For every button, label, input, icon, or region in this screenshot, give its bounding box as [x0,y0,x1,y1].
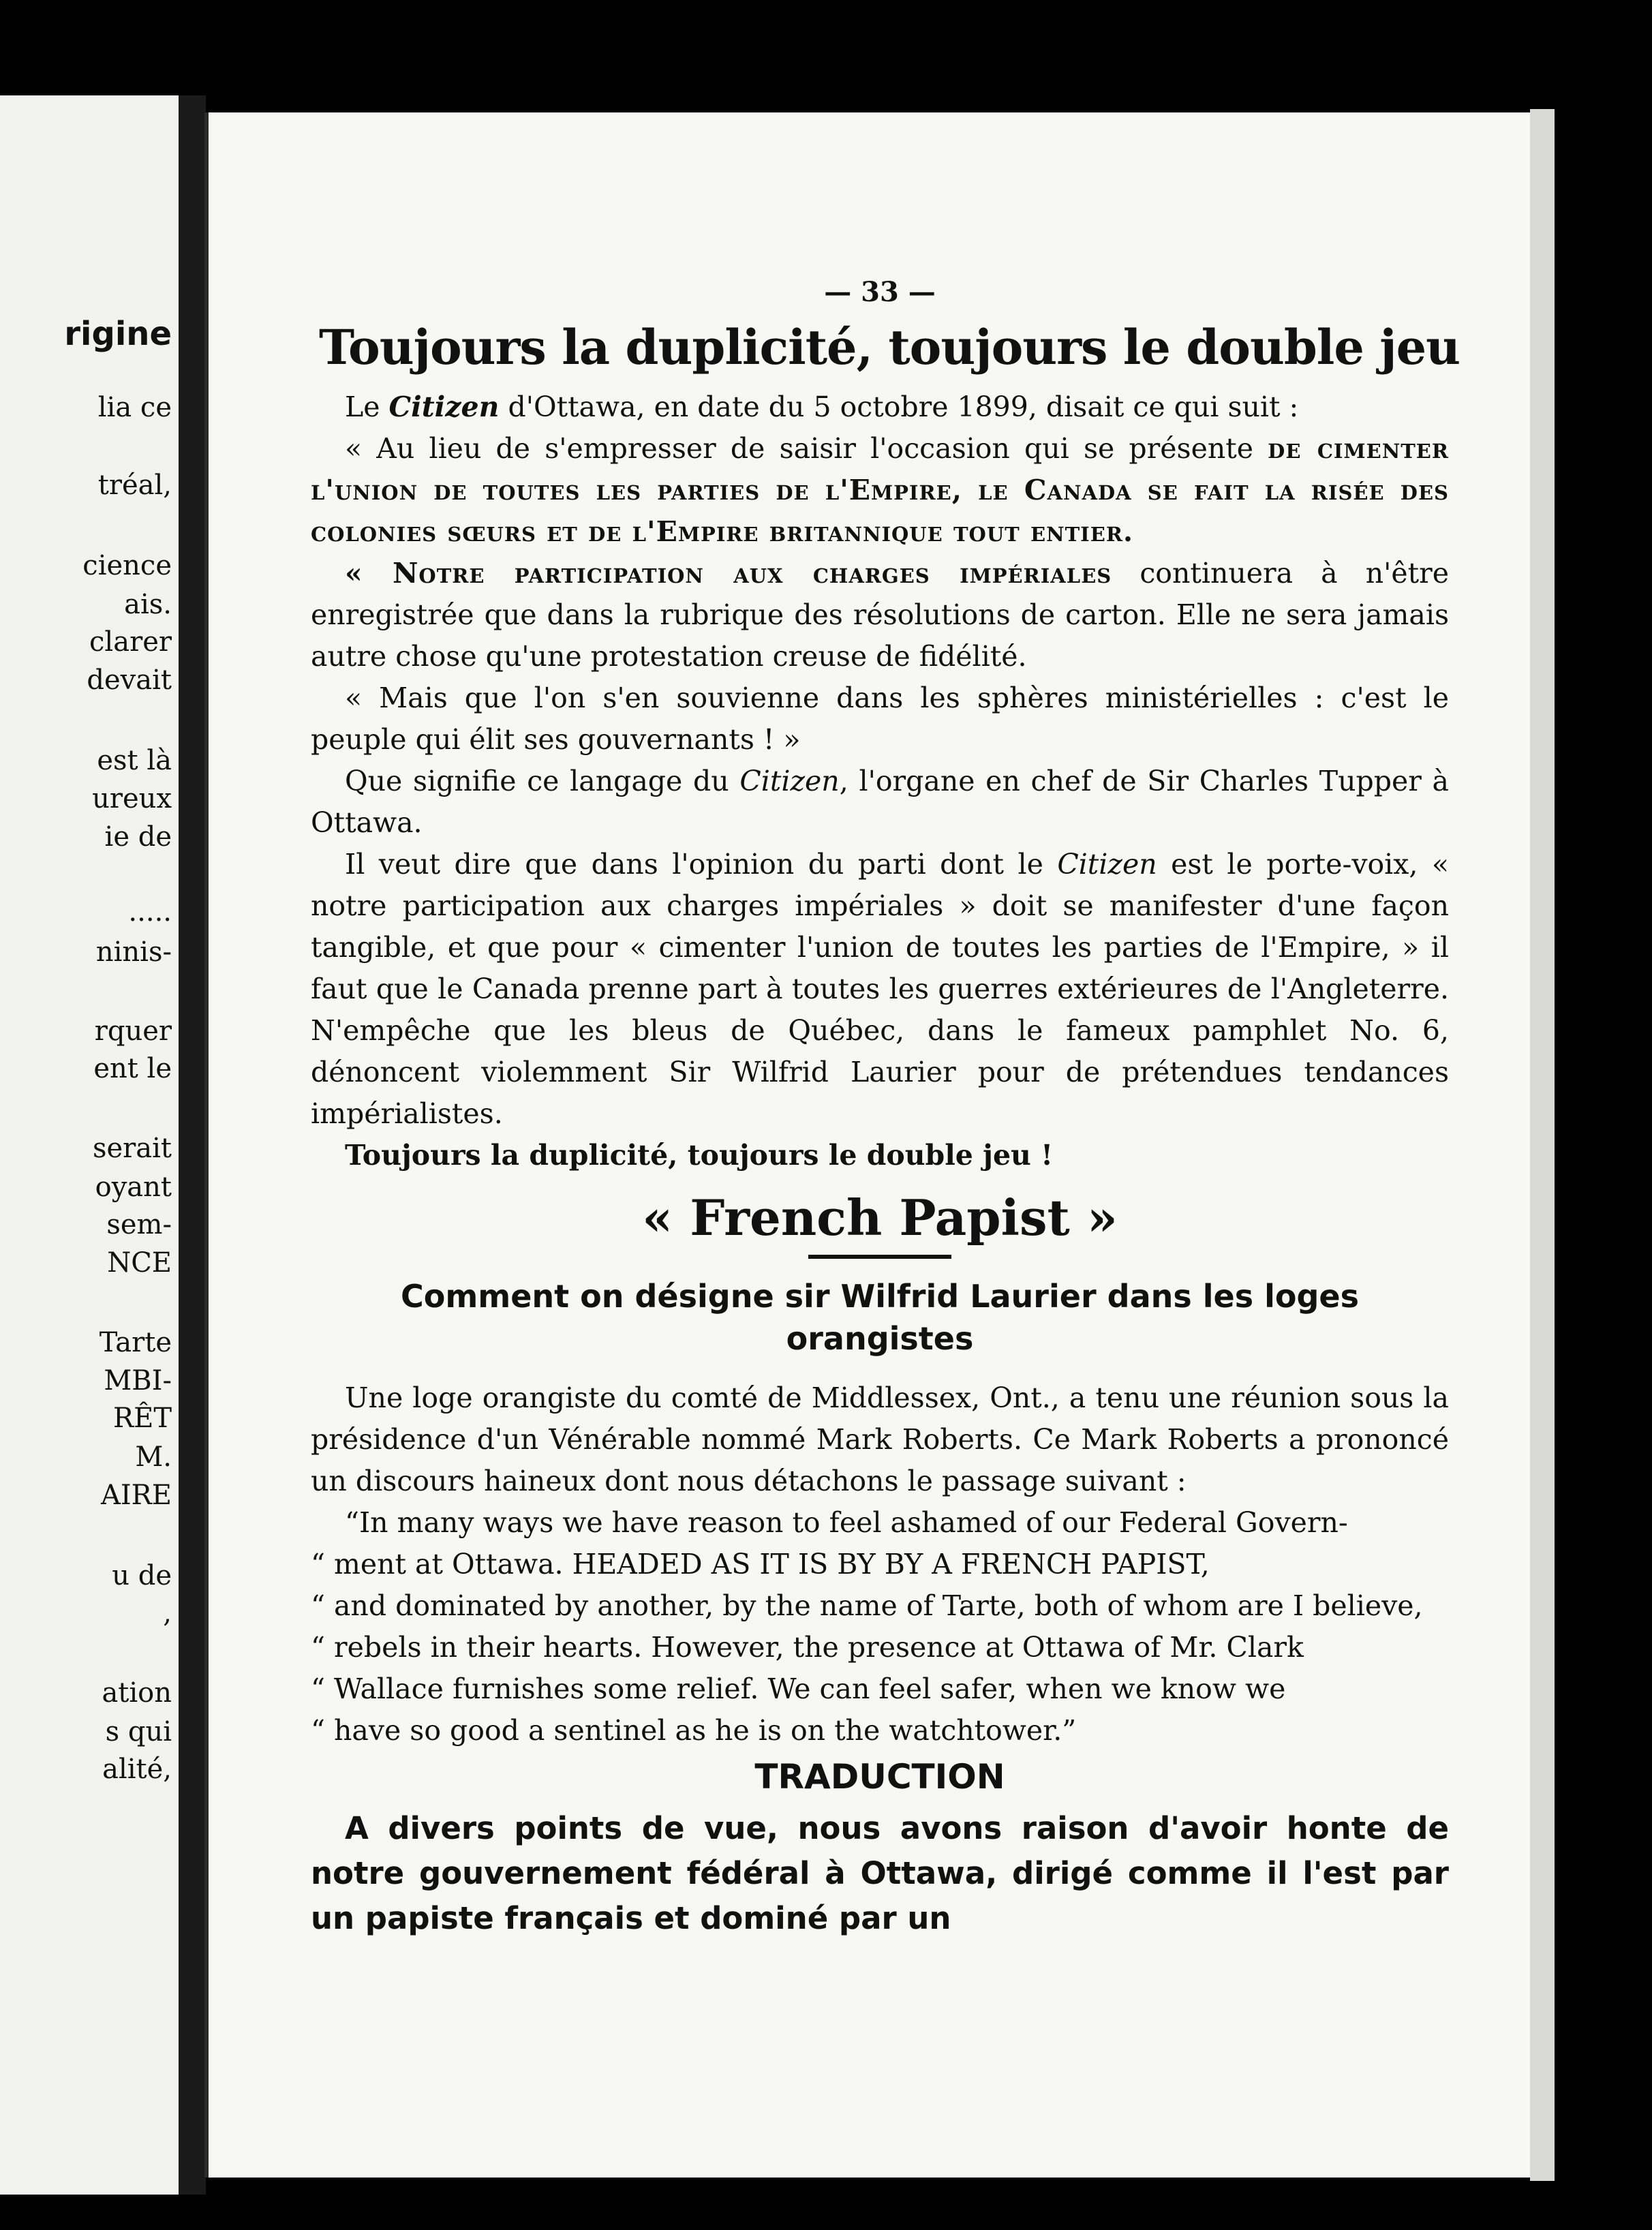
page-number: — 33 — [824,276,936,308]
left-page-text: RÊT [113,1403,172,1434]
quote-1 [311,428,1449,553]
left-page-text: alité, [102,1754,172,1785]
left-page-text: ..... [128,896,172,928]
english-quote [311,1502,1449,1752]
paragraph-2 [311,844,1449,1135]
quote-2 [311,553,1449,677]
left-page-text: M. [135,1441,172,1473]
heading-french-papist: « French Papist » [642,1189,1118,1247]
left-page-text: ie de [104,821,172,853]
paragraph-1 [311,761,1449,844]
para-2-a: Il veut dire que dans l'opinion du parti dont le [345,848,1058,881]
left-page-text: lia ce [97,392,172,423]
intro-prefix: Le [345,391,389,423]
english-quote-line: “ and dominated by another, by the name of Tarte, both of whom are I believe, [311,1589,1423,1622]
citizen-name: Citizen [739,765,840,797]
traduction-heading: TRADUCTION [754,1757,1005,1797]
page-33 [204,112,1530,2178]
left-page-text: oyant [95,1172,172,1203]
quote-3: « Mais que l'on s'en souvienne dans les sphères ministérielles : c'est le peuple qui élit ses gouvernants ! » [311,682,1449,756]
english-quote-line: “In many ways we have reason to feel ashamed of our Federal Govern- [345,1506,1348,1539]
english-quote-line: “ have so good a sentinel as he is on the watchtower.” [311,1714,1077,1747]
paragraph-3: Une loge orangiste du comté de Middlessex, Ont., a tenu une réunion sous la présidence d'un Vénérable nommé Mark Roberts. Ce Mark Roberts a prononcé un discours haineux dont nous détachons le passage suivant : [311,1381,1449,1497]
left-page-text: AIRE [100,1480,172,1511]
left-page-text: , [163,1598,172,1629]
left-page-text: rigine [64,315,172,353]
left-page-text: s qui [105,1716,172,1747]
english-quote-line: “ rebels in their hearts. However, the presence at Ottawa of Mr. Clark [311,1631,1304,1664]
para-1-a: Que signifie ce langage du [345,765,740,797]
quote-1-caps: de cimenter l'union de toutes les parties de l'Empire, le Canada se fait la risée des colonies sœurs et de l'Empire britannique tout entier. [311,432,1449,548]
citizen-name: Citizen [388,391,500,423]
left-page-text: sem- [106,1209,172,1240]
quote-2-rest: continuera à n'être enregistrée que dans la rubrique des résolutions de carton. Elle ne sera jamais autre chose qu'une protestation creuse de fidélité. [311,557,1449,673]
left-page-text: ent le [93,1053,172,1084]
left-page-text: ureux [92,783,172,814]
left-page-text: devait [87,665,172,696]
left-page-text: rquer [94,1015,172,1047]
left-page-text: Tarte [99,1327,172,1358]
english-quote-line: “ Wallace furnishes some relief. We can feel safer, when we know we [311,1672,1286,1705]
left-page-text: tréal, [97,470,172,501]
intro-suffix: d'Ottawa, en date du 5 octobre 1899, disait ce qui suit : [499,391,1299,423]
left-page-fragment [0,95,179,2195]
left-page-text: est là [97,745,172,776]
left-page-text: serait [92,1133,172,1164]
left-page-text: NCE [107,1247,172,1279]
left-page-text: ais. [124,589,172,620]
left-page-text: clarer [89,626,172,658]
quote-1-start: « Au lieu de s'empresser de saisir l'occasion qui se présente [345,432,1268,465]
page-edge [1530,109,1555,2181]
citizen-name: Citizen [1057,848,1157,881]
page-content [311,276,1460,1941]
conclusion-line: Toujours la duplicité, toujours le double jeu ! [345,1139,1054,1172]
left-page-text: u de [112,1560,172,1591]
para-2-b: est le porte-voix, « notre participation aux charges impériales » doit se manifester d'une façon tangible, et que pour « cimenter l'union de toutes les parties de l'Empire, » il faut que le Canada prenne part à toutes les guerres extérieures de l'Angleterre. N'empêche que les bleus de Québec, dans le fameux pamphlet No. 6, dénoncent violemment Sir Wilfrid Laurier pour de prétendues tendances impérialistes. [311,848,1450,1130]
traduction-text: A divers points de vue, nous avons raison d'avoir honte de notre gouvernement fédéral à Ottawa, dirigé comme il l'est par un papiste français et dominé par un [311,1810,1449,1936]
heading-duplicity: Toujours la duplicité, toujours le double jeu [319,319,1460,376]
quote-2-caps: « Notre participation aux charges impériales [345,557,1112,590]
title-rule [808,1255,951,1259]
left-page-text: ninis- [95,936,172,968]
left-page-text: cience [82,550,172,581]
subheading-loges: Comment on désigne sir Wilfrid Laurier dans les loges orangistes [400,1278,1360,1357]
book-gutter [179,95,206,2195]
intro-paragraph [311,386,1449,428]
para-1-b: , l'organe en chef de Sir Charles Tupper à Ottawa. [311,765,1449,839]
left-page-text: ation [102,1677,172,1709]
english-quote-line: “ ment at Ottawa. HEADED AS IT IS BY BY A FRENCH PAPIST, [311,1548,1210,1580]
left-page-text: MBI- [104,1365,172,1396]
